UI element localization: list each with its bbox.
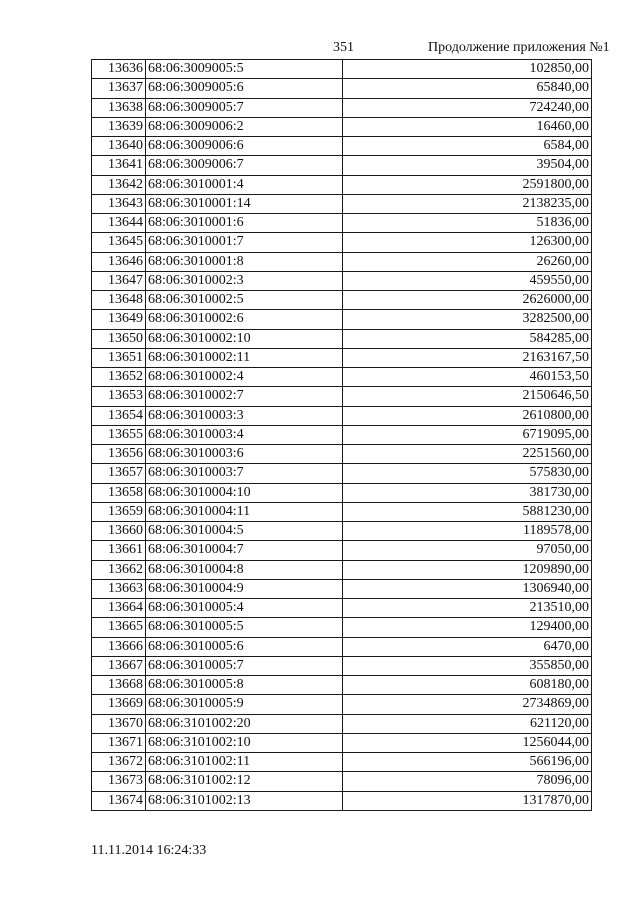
cadastral-value-cell: 566196,00 xyxy=(343,753,592,772)
cadastral-value-cell: 26260,00 xyxy=(343,252,592,271)
cadastral-number-cell: 68:06:3101002:12 xyxy=(146,772,343,791)
row-number-cell: 13673 xyxy=(92,772,146,791)
cadastral-value-cell: 1189578,00 xyxy=(343,522,592,541)
row-number-cell: 13648 xyxy=(92,291,146,310)
cadastral-number-cell: 68:06:3009005:7 xyxy=(146,98,343,117)
table-row xyxy=(92,772,592,791)
cadastral-value-cell: 2591800,00 xyxy=(343,175,592,194)
row-number-cell: 13654 xyxy=(92,406,146,425)
cadastral-value-cell: 51836,00 xyxy=(343,214,592,233)
row-number-cell: 13659 xyxy=(92,502,146,521)
cadastral-value-cell: 2610800,00 xyxy=(343,406,592,425)
row-number-cell: 13643 xyxy=(92,194,146,213)
cadastral-value-cell: 2626000,00 xyxy=(343,291,592,310)
table-row xyxy=(92,79,592,98)
row-number-cell: 13664 xyxy=(92,599,146,618)
cadastral-value-cell: 381730,00 xyxy=(343,483,592,502)
table-row xyxy=(92,714,592,733)
cadastral-number-cell: 68:06:3010001:6 xyxy=(146,214,343,233)
table-row xyxy=(92,252,592,271)
row-number-cell: 13650 xyxy=(92,329,146,348)
table-row xyxy=(92,271,592,290)
print-timestamp: 11.11.2014 16:24:33 xyxy=(91,843,207,858)
table-row xyxy=(92,791,592,810)
cadastral-number-cell: 68:06:3010002:5 xyxy=(146,291,343,310)
row-number-cell: 13645 xyxy=(92,233,146,252)
cadastral-value-cell: 39504,00 xyxy=(343,156,592,175)
cadastral-value-cell: 97050,00 xyxy=(343,541,592,560)
cadastral-number-cell: 68:06:3010002:6 xyxy=(146,310,343,329)
table-row xyxy=(92,425,592,444)
cadastral-value-cell: 1256044,00 xyxy=(343,733,592,752)
cadastral-value-cell: 5881230,00 xyxy=(343,502,592,521)
cadastral-value-cell: 584285,00 xyxy=(343,329,592,348)
cadastral-number-cell: 68:06:3010003:7 xyxy=(146,464,343,483)
row-number-cell: 13652 xyxy=(92,368,146,387)
table-row xyxy=(92,483,592,502)
row-number-cell: 13649 xyxy=(92,310,146,329)
row-number-cell: 13663 xyxy=(92,579,146,598)
table-row xyxy=(92,753,592,772)
cadastral-number-cell: 68:06:3010002:7 xyxy=(146,387,343,406)
cadastral-number-cell: 68:06:3010004:7 xyxy=(146,541,343,560)
table-row xyxy=(92,310,592,329)
table-row xyxy=(92,329,592,348)
cadastral-value-cell: 575830,00 xyxy=(343,464,592,483)
cadastral-value-cell: 6719095,00 xyxy=(343,425,592,444)
table-row xyxy=(92,560,592,579)
cadastral-value-cell: 2150646,50 xyxy=(343,387,592,406)
cadastral-number-cell: 68:06:3009005:5 xyxy=(146,60,343,79)
row-number-cell: 13656 xyxy=(92,445,146,464)
cadastral-number-cell: 68:06:3010001:4 xyxy=(146,175,343,194)
cadastral-number-cell: 68:06:3101002:11 xyxy=(146,753,343,772)
row-number-cell: 13644 xyxy=(92,214,146,233)
cadastral-number-cell: 68:06:3010001:8 xyxy=(146,252,343,271)
cadastral-value-cell: 2734869,00 xyxy=(343,695,592,714)
cadastral-value-cell: 621120,00 xyxy=(343,714,592,733)
table-row xyxy=(92,599,592,618)
table-row xyxy=(92,618,592,637)
cadastral-value-cell: 1317870,00 xyxy=(343,791,592,810)
table-row xyxy=(92,368,592,387)
cadastral-number-cell: 68:06:3010002:11 xyxy=(146,348,343,367)
cadastral-value-cell: 1209890,00 xyxy=(343,560,592,579)
row-number-cell: 13667 xyxy=(92,656,146,675)
cadastral-number-cell: 68:06:3010002:10 xyxy=(146,329,343,348)
cadastral-number-cell: 68:06:3010003:4 xyxy=(146,425,343,444)
row-number-cell: 13655 xyxy=(92,425,146,444)
cadastral-value-cell: 6470,00 xyxy=(343,637,592,656)
cadastral-number-cell: 68:06:3010002:4 xyxy=(146,368,343,387)
cadastral-number-cell: 68:06:3010005:8 xyxy=(146,676,343,695)
cadastral-number-cell: 68:06:3010005:7 xyxy=(146,656,343,675)
cadastral-number-cell: 68:06:3010005:5 xyxy=(146,618,343,637)
table-row xyxy=(92,117,592,136)
table-row xyxy=(92,502,592,521)
row-number-cell: 13674 xyxy=(92,791,146,810)
cadastral-number-cell: 68:06:3101002:10 xyxy=(146,733,343,752)
cadastral-value-cell: 6584,00 xyxy=(343,137,592,156)
table-row xyxy=(92,60,592,79)
cadastral-value-cell: 460153,50 xyxy=(343,368,592,387)
cadastral-number-cell: 68:06:3009006:7 xyxy=(146,156,343,175)
table-row xyxy=(92,656,592,675)
running-title: Продолжение приложения №1 xyxy=(428,40,610,55)
cadastral-number-cell: 68:06:3010005:4 xyxy=(146,599,343,618)
page-number: 351 xyxy=(333,40,354,55)
cadastral-value-cell: 2138235,00 xyxy=(343,194,592,213)
cadastral-number-cell: 68:06:3009006:2 xyxy=(146,117,343,136)
cadastral-number-cell: 68:06:3101002:20 xyxy=(146,714,343,733)
table-row xyxy=(92,348,592,367)
cadastral-number-cell: 68:06:3010005:9 xyxy=(146,695,343,714)
row-number-cell: 13657 xyxy=(92,464,146,483)
table-row xyxy=(92,637,592,656)
row-number-cell: 13661 xyxy=(92,541,146,560)
row-number-cell: 13658 xyxy=(92,483,146,502)
row-number-cell: 13660 xyxy=(92,522,146,541)
row-number-cell: 13653 xyxy=(92,387,146,406)
table-row xyxy=(92,733,592,752)
cadastral-value-cell: 608180,00 xyxy=(343,676,592,695)
cadastral-value-cell: 129400,00 xyxy=(343,618,592,637)
registry-table xyxy=(91,59,592,811)
table-row xyxy=(92,175,592,194)
table-row xyxy=(92,541,592,560)
row-number-cell: 13638 xyxy=(92,98,146,117)
row-number-cell: 13668 xyxy=(92,676,146,695)
row-number-cell: 13651 xyxy=(92,348,146,367)
registry-table-body xyxy=(92,60,592,811)
row-number-cell: 13646 xyxy=(92,252,146,271)
table-row xyxy=(92,445,592,464)
cadastral-value-cell: 2251560,00 xyxy=(343,445,592,464)
cadastral-value-cell: 78096,00 xyxy=(343,772,592,791)
table-row xyxy=(92,137,592,156)
table-row xyxy=(92,579,592,598)
row-number-cell: 13662 xyxy=(92,560,146,579)
cadastral-number-cell: 68:06:3010004:8 xyxy=(146,560,343,579)
table-row xyxy=(92,194,592,213)
table-row xyxy=(92,406,592,425)
cadastral-number-cell: 68:06:3010001:7 xyxy=(146,233,343,252)
row-number-cell: 13669 xyxy=(92,695,146,714)
table-row xyxy=(92,233,592,252)
cadastral-number-cell: 68:06:3010003:3 xyxy=(146,406,343,425)
cadastral-number-cell: 68:06:3009006:6 xyxy=(146,137,343,156)
table-row xyxy=(92,387,592,406)
cadastral-value-cell: 2163167,50 xyxy=(343,348,592,367)
cadastral-number-cell: 68:06:3010001:14 xyxy=(146,194,343,213)
row-number-cell: 13640 xyxy=(92,137,146,156)
cadastral-value-cell: 1306940,00 xyxy=(343,579,592,598)
row-number-cell: 13665 xyxy=(92,618,146,637)
cadastral-number-cell: 68:06:3010004:5 xyxy=(146,522,343,541)
table-row xyxy=(92,214,592,233)
cadastral-number-cell: 68:06:3009005:6 xyxy=(146,79,343,98)
cadastral-value-cell: 355850,00 xyxy=(343,656,592,675)
cadastral-number-cell: 68:06:3010004:9 xyxy=(146,579,343,598)
cadastral-number-cell: 68:06:3010002:3 xyxy=(146,271,343,290)
table-row xyxy=(92,676,592,695)
cadastral-value-cell: 102850,00 xyxy=(343,60,592,79)
row-number-cell: 13672 xyxy=(92,753,146,772)
cadastral-number-cell: 68:06:3010004:11 xyxy=(146,502,343,521)
row-number-cell: 13639 xyxy=(92,117,146,136)
row-number-cell: 13671 xyxy=(92,733,146,752)
table-row xyxy=(92,695,592,714)
cadastral-value-cell: 16460,00 xyxy=(343,117,592,136)
cadastral-number-cell: 68:06:3101002:13 xyxy=(146,791,343,810)
row-number-cell: 13647 xyxy=(92,271,146,290)
row-number-cell: 13637 xyxy=(92,79,146,98)
table-row xyxy=(92,464,592,483)
table-row xyxy=(92,522,592,541)
row-number-cell: 13642 xyxy=(92,175,146,194)
row-number-cell: 13636 xyxy=(92,60,146,79)
row-number-cell: 13670 xyxy=(92,714,146,733)
cadastral-number-cell: 68:06:3010003:6 xyxy=(146,445,343,464)
row-number-cell: 13641 xyxy=(92,156,146,175)
cadastral-value-cell: 65840,00 xyxy=(343,79,592,98)
cadastral-value-cell: 3282500,00 xyxy=(343,310,592,329)
cadastral-number-cell: 68:06:3010005:6 xyxy=(146,637,343,656)
cadastral-value-cell: 459550,00 xyxy=(343,271,592,290)
cadastral-value-cell: 126300,00 xyxy=(343,233,592,252)
table-row xyxy=(92,98,592,117)
cadastral-number-cell: 68:06:3010004:10 xyxy=(146,483,343,502)
table-row xyxy=(92,156,592,175)
cadastral-value-cell: 213510,00 xyxy=(343,599,592,618)
row-number-cell: 13666 xyxy=(92,637,146,656)
table-row xyxy=(92,291,592,310)
cadastral-value-cell: 724240,00 xyxy=(343,98,592,117)
